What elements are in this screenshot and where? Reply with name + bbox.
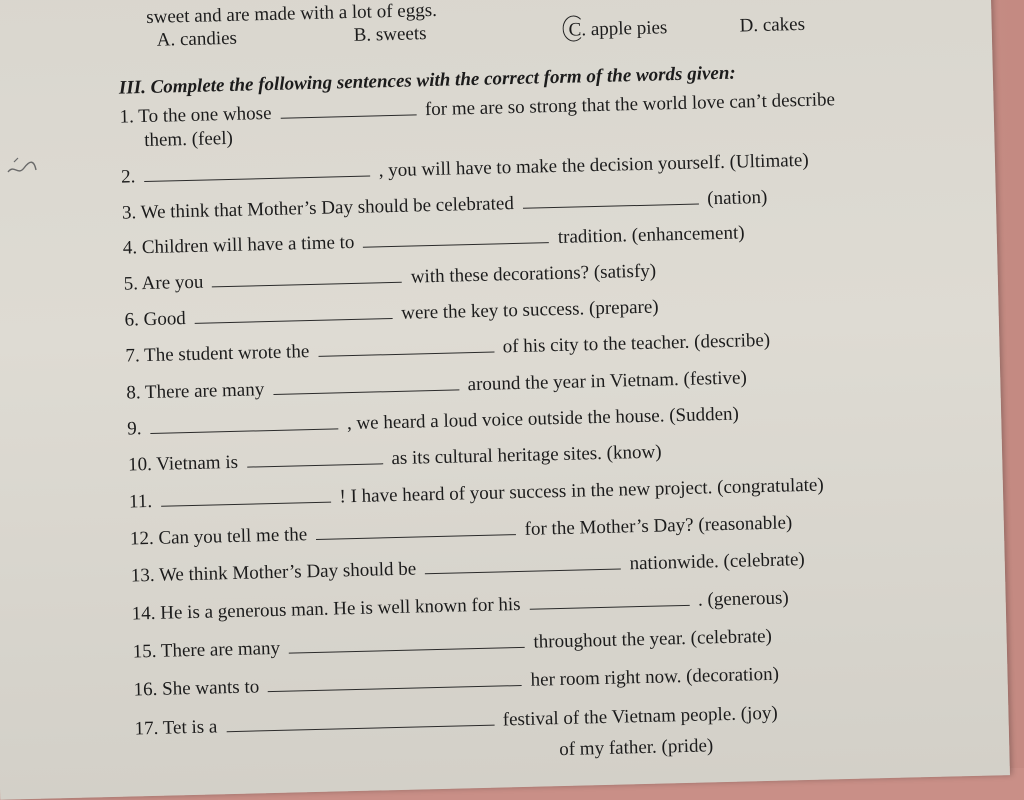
item-text-after: were the key to success. (prepare) xyxy=(401,297,659,324)
item-text-before: Good xyxy=(143,308,186,330)
item-text-before: We think Mother’s Day should be xyxy=(159,559,417,586)
answer-blank xyxy=(144,162,370,183)
top-question-line2: sweet and are made with a lot of eggs. xyxy=(146,0,437,29)
item-number: 9. xyxy=(127,418,142,439)
answer-blank xyxy=(161,488,331,507)
exercise-item-4 xyxy=(123,222,745,259)
answer-blank xyxy=(318,338,494,357)
item-text-after: ! I have heard of your success in the new project. (congratulate) xyxy=(339,475,824,508)
item-number: 5. xyxy=(123,273,138,294)
item-text-after: with these decorations? (satisfy) xyxy=(411,261,657,288)
exercise-item-1-continuation: them. (feel) xyxy=(144,128,233,152)
bottom-cut-line: of my father. (pride) xyxy=(559,735,714,761)
exercise-item-13 xyxy=(131,549,805,587)
item-text-before: There are many xyxy=(161,638,281,662)
item-number: 12. xyxy=(130,528,154,550)
item-text-before: Vietnam is xyxy=(156,452,238,475)
item-text-before: Are you xyxy=(141,272,203,295)
item-number: 4. xyxy=(123,237,138,258)
item-text-before: The student wrote the xyxy=(144,341,310,366)
item-text-after: , we heard a loud voice outside the house. (Sudden) xyxy=(347,404,739,435)
item-text-after: throughout the year. (celebrate) xyxy=(533,626,772,653)
exercise-item-16 xyxy=(133,664,779,702)
item-number: 8. xyxy=(126,382,141,403)
exercise-item-3 xyxy=(122,187,768,225)
answer-blank xyxy=(425,555,621,575)
item-text-before: He is a generous man. He is well known for his xyxy=(160,594,521,624)
item-text-after: for me are so strong that the world love can’t describe xyxy=(425,89,836,120)
item-text-before: Children will have a time to xyxy=(142,232,355,258)
item-text-before: Tet is a xyxy=(162,716,217,738)
answer-blank xyxy=(529,591,689,610)
choice-b: B. sweets xyxy=(353,23,426,47)
item-text-after: around the year in Vietnam. (festive) xyxy=(467,367,747,395)
item-text-after: . (generous) xyxy=(698,587,789,610)
item-number: 3. xyxy=(122,202,137,223)
answer-blank xyxy=(522,190,698,209)
item-text-after: her room right now. (decoration) xyxy=(530,664,779,691)
item-text-after: for the Mother’s Day? (reasonable) xyxy=(524,512,792,540)
item-text-before: We think that Mother’s Day should be celebrated xyxy=(140,193,514,223)
exercise-item-12 xyxy=(130,512,793,550)
item-text-before: Can you tell me the xyxy=(158,524,307,549)
item-text-after: nationwide. (celebrate) xyxy=(629,549,805,574)
answer-blank xyxy=(194,304,392,324)
item-number: 1. xyxy=(119,106,134,127)
item-number: 2. xyxy=(121,166,136,187)
pencil-scribble-icon xyxy=(4,150,40,186)
item-number: 10. xyxy=(128,454,152,476)
section-title: III. Complete the following sentences with the correct form of the words given: xyxy=(119,63,736,100)
item-number: 15. xyxy=(132,641,156,663)
item-text-before: She wants to xyxy=(162,676,260,699)
exercise-item-2 xyxy=(121,150,809,189)
answer-blank xyxy=(280,100,416,118)
choice-a: A. candies xyxy=(157,28,238,52)
item-text-after: festival of the Vietnam people. (joy) xyxy=(503,703,778,731)
answer-blank xyxy=(268,671,522,692)
answer-blank xyxy=(273,375,459,395)
item-number: 11. xyxy=(129,491,153,513)
item-number: 16. xyxy=(133,679,157,701)
item-text-after: of his city to the teacher. (describe) xyxy=(502,330,770,358)
exercise-item-6 xyxy=(124,297,659,332)
exercise-item-5 xyxy=(123,261,656,296)
answer-blank xyxy=(212,268,402,288)
exercise-item-7 xyxy=(125,330,770,368)
item-number: 13. xyxy=(131,565,155,587)
item-number: 6. xyxy=(124,309,139,330)
answer-blank xyxy=(226,711,494,733)
item-text-before: There are many xyxy=(145,379,265,403)
item-text-after: tradition. (enhancement) xyxy=(558,222,745,248)
answer-blank xyxy=(363,228,549,248)
item-number: 17. xyxy=(134,718,158,740)
choice-d: D. cakes xyxy=(739,14,805,38)
item-number: 7. xyxy=(125,345,140,366)
exercise-item-15 xyxy=(132,626,772,664)
exercise-item-17 xyxy=(134,703,778,741)
exercise-item-14 xyxy=(132,587,789,625)
item-text-after: (nation) xyxy=(707,187,768,209)
item-text-after: as its cultural heritage sites. (know) xyxy=(391,441,662,469)
exercise-item-10 xyxy=(128,441,662,476)
answer-blank xyxy=(316,520,516,540)
choice-c-label: C. apple pies xyxy=(568,17,667,40)
exercise-item-8 xyxy=(126,367,747,404)
item-number: 14. xyxy=(132,603,156,625)
exercise-item-11 xyxy=(129,475,824,514)
exercise-item-9 xyxy=(127,404,739,441)
answer-blank xyxy=(247,449,383,467)
answer-blank xyxy=(289,633,525,654)
item-text-after: , you will have to make the decision yourself. (Ultimate) xyxy=(379,150,809,182)
item-text-before: To the one whose xyxy=(138,103,272,127)
answer-blank xyxy=(150,414,338,434)
